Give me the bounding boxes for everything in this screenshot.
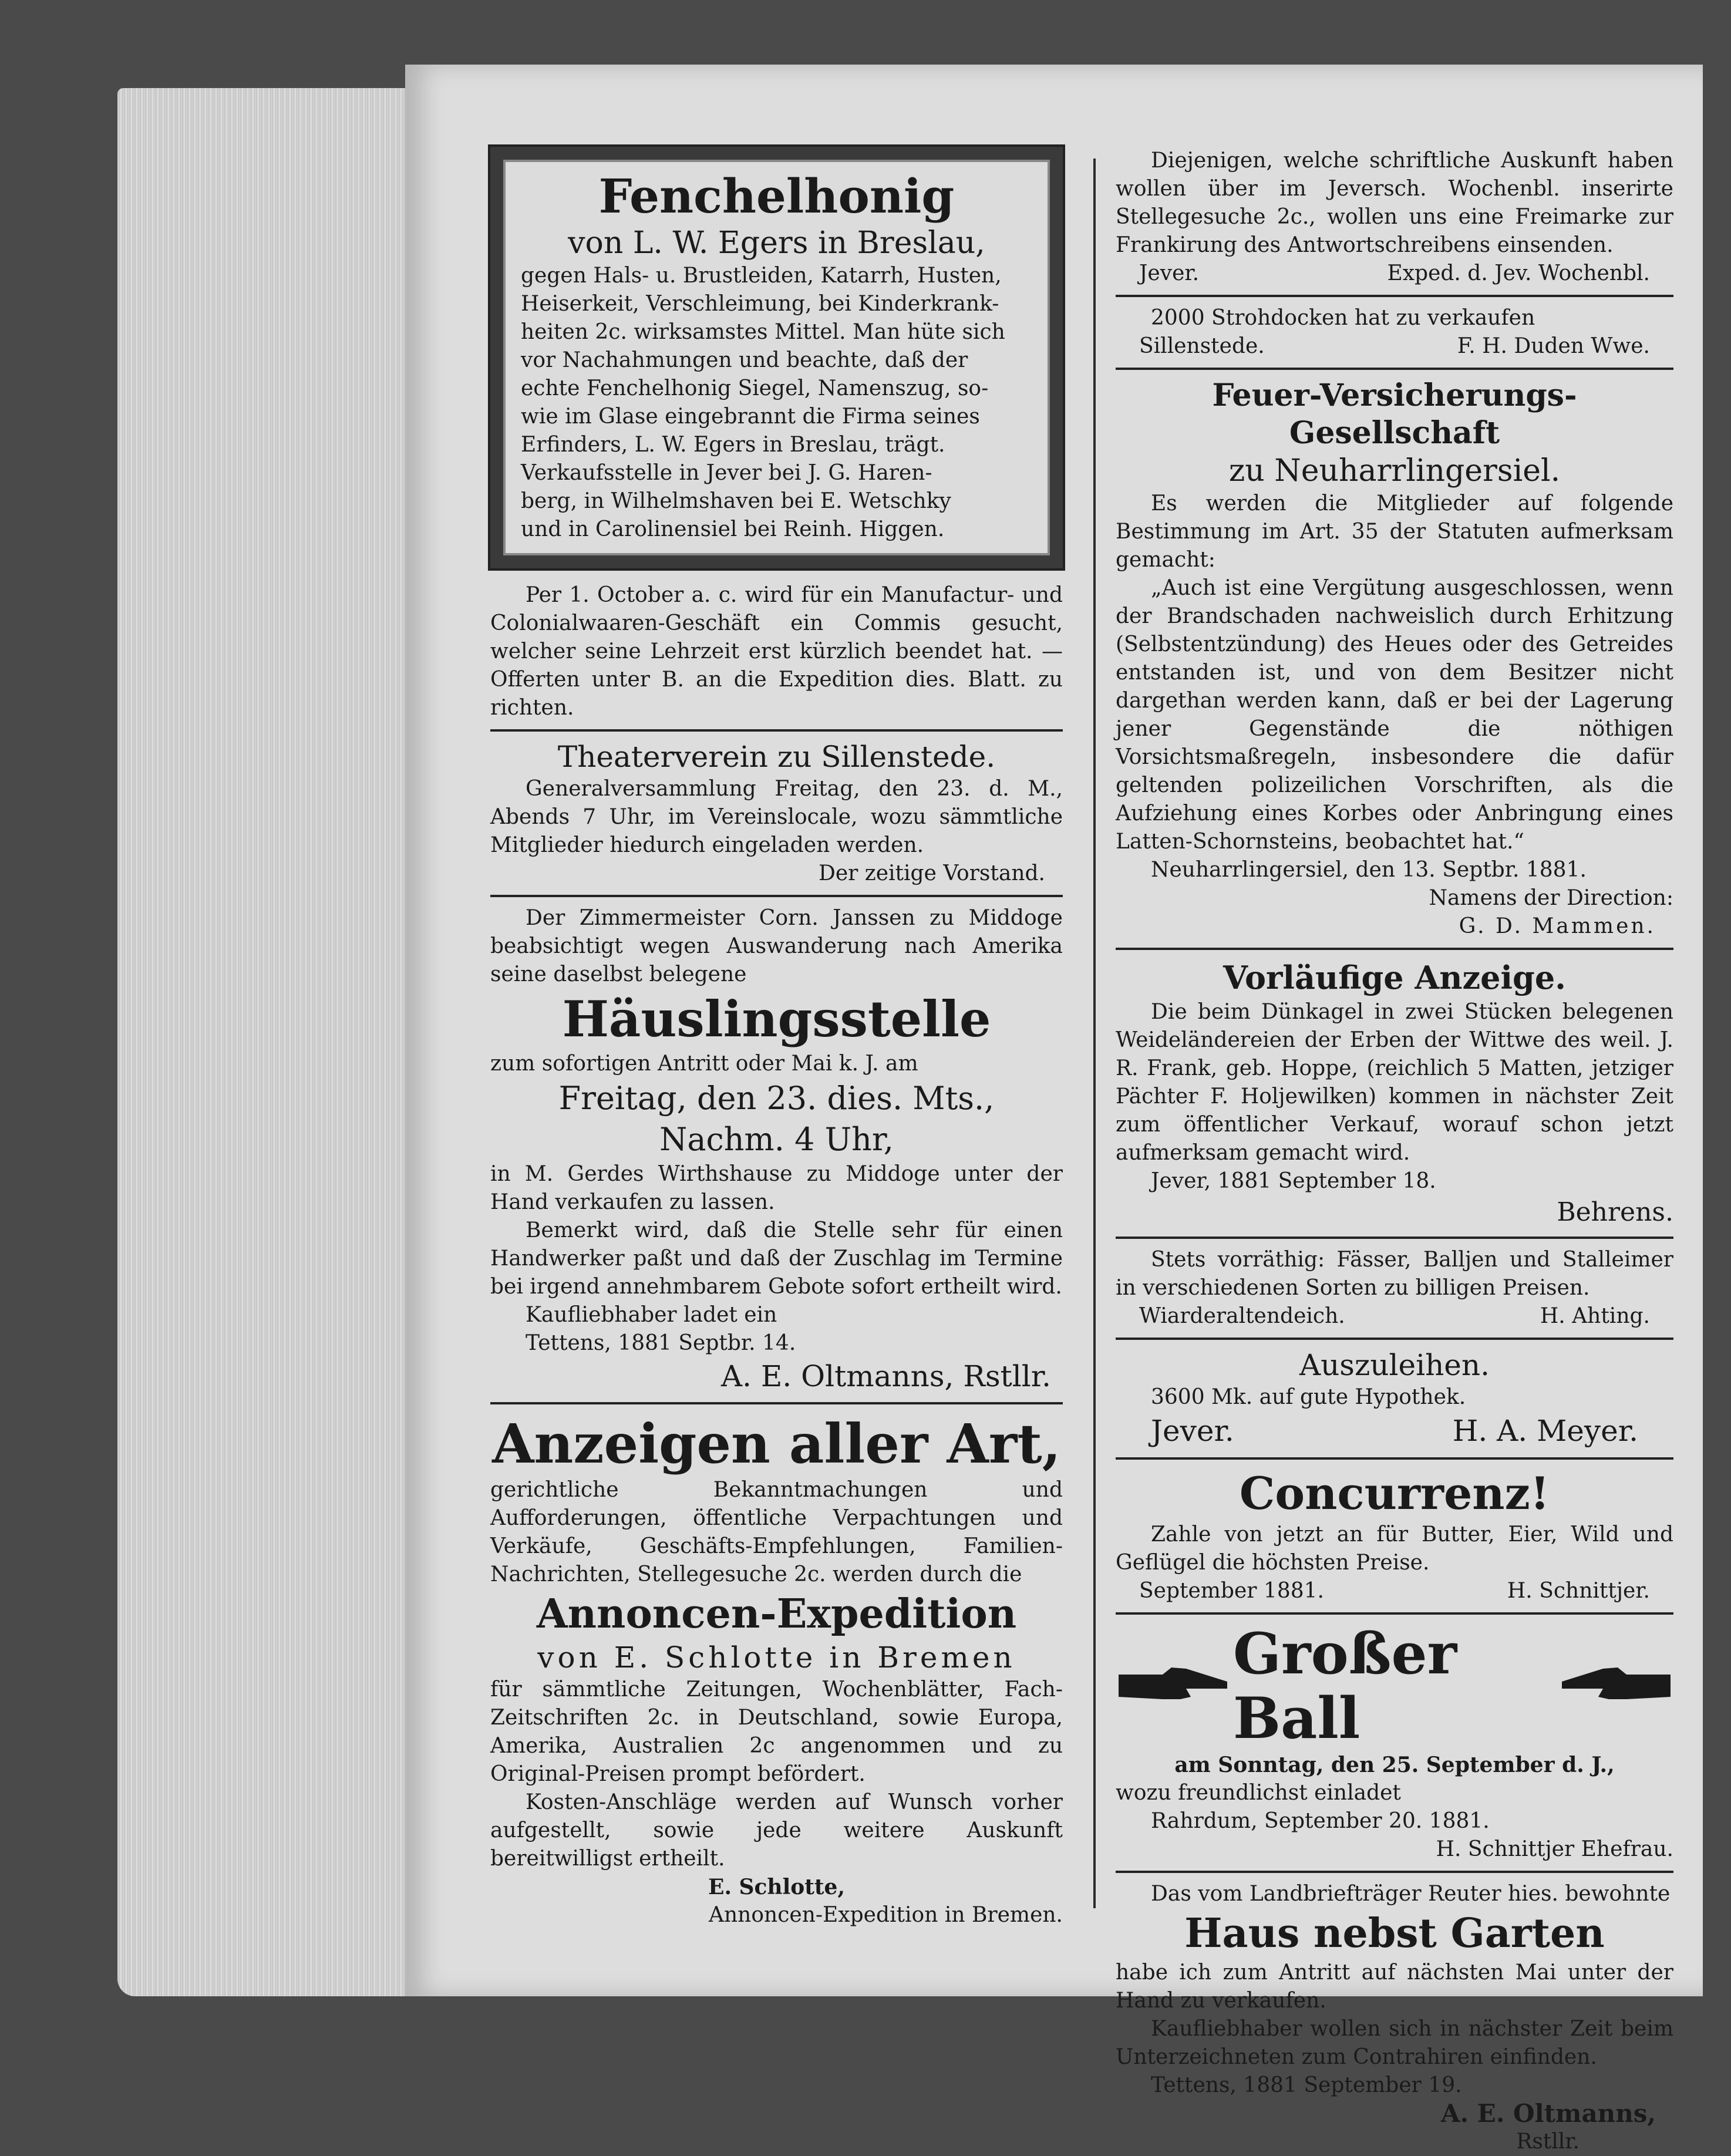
ad-line: Verkaufsstelle in Jever bei J. G. Haren- [521, 461, 932, 485]
ad-feuer-title: Feuer-Versicherungs-Gesellschaft [1212, 378, 1577, 451]
ad-line: und in Carolinensiel bei Reinh. Higgen. [521, 517, 945, 541]
ad-stroh-footer [1116, 332, 1673, 361]
ad-anzeigen-text: für sämmtliche Zeitungen, Wochenblätter, Fach-Zeitschriften 2c. in Deutschland, sowie Europa, Amerika, Australien 2c angenommen und zu Original-Preisen prompt befördert. [490, 1677, 1063, 1786]
ad-anzeigen-title2: Annoncen-Expedition [536, 1591, 1017, 1638]
divider [1116, 948, 1673, 950]
pointing-hand-left-icon [1556, 1663, 1673, 1710]
divider [490, 1402, 1063, 1404]
ad-anzeigen-title: Anzeigen aller Art, [492, 1412, 1061, 1475]
ad-line: heiten 2c. wirksamstes Mittel. Man hüte sich [521, 320, 1005, 344]
ad-haeusling-intro: Der Zimmermeister Corn. Janssen zu Middoge beabsichtigt wegen Auswanderung nach Amerika seine daselbst belegene [490, 906, 1063, 986]
divider [1116, 1871, 1673, 1873]
ad-feuer-text: Es werden die Mitglieder auf folgende Bestimmung im Art. 35 der Statuten aufmerksam gemacht: [1116, 491, 1673, 572]
ad-concurrenz-text: Zahle von jetzt an für Butter, Eier, Wild und Geflügel die höchsten Preise. [1116, 1522, 1673, 1575]
ad-concurrenz-footer [1116, 1577, 1673, 1605]
ad-faesser-text: Stets vorräthig: Fässer, Balljen und Stalleimer in verschiedenen Sorten zu billigen Preisen. [1116, 1248, 1673, 1300]
ad-fenchelhonig [490, 147, 1063, 568]
place: Jever. [1139, 261, 1200, 285]
ad-ball-title: Großer Ball [1233, 1621, 1457, 1751]
ad-haus-title: Haus nebst Garten [1184, 1910, 1605, 1957]
ad-haeusling-sign: A. E. Oltmanns, Rstllr. [720, 1359, 1051, 1393]
ad-haeusling-text: in M. Gerdes Wirthshause zu Middoge unter der Hand verkaufen zu lassen. [490, 1162, 1063, 1214]
ad-haeusling-place: Tettens, 1881 Septbr. 14. [526, 1331, 796, 1355]
ad-haeusling-text: Bemerkt wird, daß die Stelle sehr für einen Handwerker paßt und daß der Zuschlag im Termine bei irgend annehmbarem Gebote sofort ertheilt wird. [490, 1218, 1063, 1299]
ad-ball-line: am Sonntag, den 25. September d. J., [1174, 1753, 1615, 1777]
ad-faesser-footer [1116, 1302, 1673, 1330]
ad-auszuleihen-text: 3600 Mk. auf gute Hypothek. [1151, 1385, 1466, 1409]
place: September 1881. [1139, 1579, 1324, 1603]
ad-anzeigen-title3: von E. Schlotte in Bremen [537, 1640, 1016, 1675]
ad-haus-sign: A. E. Oltmanns, [1440, 2099, 1656, 2128]
divider [1116, 368, 1673, 370]
ad-feuer-subtitle: zu Neuharrlingersiel. [1228, 453, 1561, 489]
ad-line: Heiserkeit, Verschleimung, bei Kinderkrank- [521, 292, 999, 316]
ad-anzeigen-sign: E. Schlotte, [708, 1875, 845, 1899]
ad-stroh-text: 2000 Strohdocken hat zu verkaufen [1151, 306, 1535, 330]
divider [1116, 1237, 1673, 1239]
ad-vorlaeufig-title: Vorläufige Anzeige. [1223, 959, 1566, 996]
newspaper-page [405, 65, 1703, 2154]
ad-vorlaeufig-place: Jever, 1881 September 18. [1151, 1169, 1436, 1193]
place: Wiarderaltendeich. [1139, 1304, 1345, 1328]
ad-vorlaeufig-text: Die beim Dünkagel in zwei Stücken belegenen Weideländereien der Erben der Wittwe des weil. J. R. Frank, geb. Hoppe, (reichlich 5 Matten, jetziger Pächter F. Holjewilken) kommen in nächster Zeit zum öffentlicher Verkauf, worauf schon jetzt aufmerksam gemacht wird. [1116, 1000, 1673, 1165]
ad-line: echte Fenchelhonig Siegel, Namenszug, so- [521, 376, 989, 400]
ad-haus-text: habe ich zum Antritt auf nächsten Mai unter der Hand zu verkaufen. [1116, 1960, 1673, 2013]
divider [1116, 1338, 1673, 1340]
ad-subtitle: von L. W. Egers in Breslau, [568, 225, 985, 261]
ad-anzeigen-text: gerichtliche Bekanntmachungen und Aufforderungen, öffentliche Verpachtungen und Verkäufe, Geschäfts-Empfehlungen, Familien-Nachrichten, Stellegesuche 2c. werden durch die [490, 1478, 1063, 1586]
ad-feuer-place: Neuharrlingersiel, den 13. Septbr. 1881. [1151, 858, 1587, 882]
ad-haeusling-title: Häuslingsstelle [562, 990, 991, 1048]
ad-auskunft-footer [1116, 260, 1673, 288]
ad-haus-intro: Das vom Landbriefträger Reuter hies. bewohnte [1151, 1882, 1671, 1906]
ad-concurrenz-title: Concurrenz! [1239, 1467, 1550, 1520]
place: Jever. [1151, 1414, 1234, 1448]
ad-haeusling-date: Freitag, den 23. dies. Mts., [558, 1080, 995, 1117]
signature: H. Ahting. [1540, 1304, 1650, 1328]
ad-feuer-sign: G. D. Mammen. [1459, 914, 1656, 938]
ad-haeusling-text: Kaufliebhaber ladet ein [526, 1303, 777, 1327]
ad-ball-place: Rahrdum, September 20. 1881. [1151, 1809, 1490, 1833]
book-page-edges [117, 88, 411, 1996]
signature: Exped. d. Jev. Wochenbl. [1387, 261, 1650, 285]
ad-auskunft-text: Diejenigen, welche schriftliche Auskunft haben wollen über im Jeversch. Wochenbl. inserirte Stellegesuche 2c., wollen uns eine Freimarke zur Frankirung des Antwortschreibens einsenden. [1116, 149, 1673, 257]
ad-haeusling-time: Nachm. 4 Uhr, [659, 1121, 894, 1158]
ad-haeusling-line: zum sofortigen Antritt oder Mai k. J. am [490, 1052, 918, 1076]
right-column [1116, 147, 1673, 2156]
ad-title: Fenchelhonig [598, 169, 955, 224]
signature: H. Schnittjer. [1507, 1579, 1650, 1603]
ad-feuer-sign: Namens der Direction: [1429, 886, 1673, 910]
divider [490, 729, 1063, 732]
ad-anzeigen-text: Kosten-Anschläge werden auf Wunsch vorher aufgestellt, sowie jede weitere Auskunft bereitwilligst ertheilt. [490, 1790, 1063, 1871]
ad-haus-place: Tettens, 1881 September 19. [1151, 2073, 1462, 2097]
ad-commis-text: Per 1. October a. c. wird für ein Manufactur- und Colonialwaaren-Geschäft ein Commis gesucht, welcher seine Lehrzeit erst kürzlich beendet hat. — Offerten unter B. an die Expedition dies. Blatt. zu richten. [490, 583, 1063, 720]
ad-line: wie im Glase eingebrannt die Firma seines [521, 405, 980, 429]
ad-ball-line: wozu freundlichst einladet [1116, 1781, 1401, 1805]
ad-theater-sign: Der zeitige Vorstand. [818, 861, 1045, 885]
ad-ball-sign: H. Schnittjer Ehefrau. [1436, 1837, 1673, 1861]
ad-theater-text: Generalversammlung Freitag, den 23. d. M., Abends 7 Uhr, im Vereinslocale, wozu sämmtliche Mitglieder hiedurch eingeladen werden. [490, 777, 1063, 857]
divider [1116, 295, 1673, 297]
ad-haus-sign: Rstllr. [1516, 2130, 1580, 2154]
signature: F. H. Duden Wwe. [1457, 334, 1650, 358]
ad-vorlaeufig-sign: Behrens. [1557, 1197, 1673, 1227]
place: Sillenstede. [1139, 334, 1265, 358]
ad-auszuleihen-title: Auszuleihen. [1299, 1348, 1490, 1382]
ad-line: berg, in Wilhelmshaven bei E. Wetschky [521, 489, 951, 513]
divider [1116, 1457, 1673, 1460]
divider [490, 895, 1063, 897]
column-divider [1093, 159, 1096, 1908]
pointing-hand-right-icon [1116, 1663, 1233, 1710]
ad-theater-title: Theaterverein zu Sillenstede. [557, 740, 996, 774]
signature: H. A. Meyer. [1452, 1414, 1638, 1448]
ad-haus-text: Kaufliebhaber wollen sich in nächster Zeit beim Unterzeichneten zum Contrahiren einfinden. [1116, 2017, 1673, 2069]
left-column [490, 147, 1063, 1929]
ad-line: vor Nachahmungen und beachte, daß der [521, 348, 968, 372]
ad-anzeigen-sign: Annoncen-Expedition in Bremen. [709, 1903, 1063, 1927]
divider [1116, 1612, 1673, 1615]
ad-line: gegen Hals- u. Brustleiden, Katarrh, Husten, [521, 264, 1002, 288]
ad-line: Erfinders, L. W. Egers in Breslau, trägt. [521, 433, 945, 457]
ad-auszuleihen-footer [1116, 1411, 1673, 1450]
ad-feuer-text: „Auch ist eine Vergütung ausgeschlossen, wenn der Brandschaden nachweislich durch Erhitzung (Selbstentzündung) des Heues oder des Getreides entstanden ist, und von dem Besitzer nicht dargethan werden kann, daß er bei der Lagerung jener Gegenstände die nöthigen Vorsichtsmaßregeln, insbesondere die dafür geltenden polizeilichen Vorschriften, als die Aufziehung eines Korbes oder Anbringung eines Latten-Schornsteins, beobachtet hat.“ [1116, 576, 1673, 854]
ad-ball-header [1116, 1622, 1673, 1751]
